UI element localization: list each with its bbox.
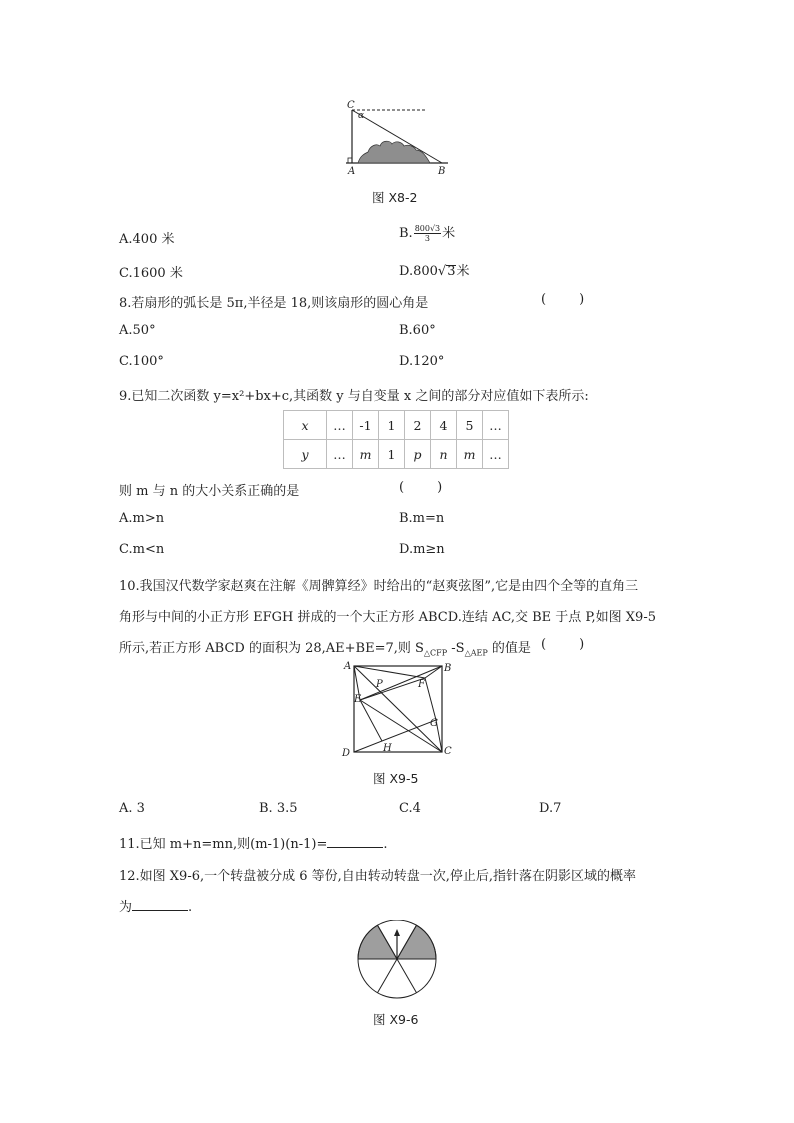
spinner-shaded-sector-right (397, 925, 436, 959)
q8-option-b: B.60° (399, 323, 436, 338)
figure-x9-6 (352, 920, 442, 1000)
figure-x8-2 (336, 96, 456, 178)
q10-option-a: A. 3 (119, 801, 145, 816)
table-cell: … (483, 440, 509, 469)
q10-line-1: 10.我国汉代数学家赵爽在注解《周髀算经》时给出的“赵爽弦图”,它是由四个全等的直角三 (119, 579, 639, 594)
q10-sub-cfp: △CFP (423, 648, 448, 658)
q12-line-2: 为 . (119, 900, 193, 915)
figure-x8-2-caption: 图 X8-2 (372, 190, 418, 205)
fig-x9-5-label-p: P (376, 679, 383, 690)
table-cell: m (457, 440, 483, 469)
q7-option-d-sqrt: 3 (447, 264, 456, 279)
q9-table-row-y (284, 440, 509, 469)
q9-option-a: A.m>n (119, 511, 165, 526)
q10-option-c: C.4 (399, 801, 421, 816)
q7-option-b-suffix: 米 (442, 226, 456, 241)
q7-option-b-numerator: 800√3 (414, 224, 441, 233)
table-cell: y (284, 440, 327, 469)
table-cell: … (327, 440, 353, 469)
q9-followup: 则 m 与 n 的大小关系正确的是 (119, 484, 300, 499)
q10-line-3 (119, 637, 531, 658)
q9-option-b: B.m=n (399, 511, 445, 526)
q10-option-b: B. 3.5 (259, 801, 298, 816)
q9-table-row-x (284, 411, 509, 440)
fig-x9-5-label-h: H (383, 743, 392, 754)
fig-x9-5-label-e: E (354, 694, 362, 705)
q7-option-b-fraction (414, 224, 441, 243)
q11-statement: 11.已知 m+n=mn,则(m-1)(n-1)= (119, 837, 328, 852)
q12-line-2-text: 为 (119, 900, 133, 915)
q8-option-a: A.50° (119, 323, 156, 338)
q8-bracket: ( ) (541, 292, 585, 307)
table-cell: 1 (379, 440, 405, 469)
fig-x8-2-label-a: A (348, 166, 356, 177)
q10-line-2: 角形与中间的小正方形 EFGH 拼成的一个大正方形 ABCD.连结 AC,交 BE 于点 P,如图 X9-5 (119, 610, 656, 625)
table-cell: 4 (431, 411, 457, 440)
q9-option-c: C.m<n (119, 542, 165, 557)
q10-bracket: ( ) (541, 637, 585, 652)
q11-text: 11.已知 m+n=mn,则(m-1)(n-1)= . (119, 837, 388, 852)
table-cell: m (353, 440, 379, 469)
q7-option-b-denominator: 3 (424, 234, 430, 243)
fig-x8-2-label-b: B (438, 166, 446, 177)
fig-x9-5-label-d: D (342, 748, 351, 759)
table-cell: … (327, 411, 353, 440)
q10-option-d: D.7 (539, 801, 562, 816)
fig-x9-5-label-c: C (444, 746, 452, 757)
q10-line-3-part-b: -S (447, 641, 465, 656)
table-cell: … (483, 411, 509, 440)
q9-value-table (283, 410, 509, 469)
q8-text: 8.若扇形的弧长是 5π,半径是 18,则该扇形的圆心角是 (119, 296, 429, 311)
q7-option-d: D.800√3米 (399, 264, 470, 279)
q10-sub-aep: △AEP (464, 648, 488, 658)
q10-line-3-part-c: 的值是 (487, 641, 531, 656)
q7-option-a: A.400 米 (119, 232, 175, 247)
q11-answer-blank[interactable] (327, 835, 383, 848)
q8-option-d: D.120° (399, 354, 445, 369)
q12-answer-blank[interactable] (132, 898, 188, 911)
q7-option-c: C.1600 米 (119, 266, 183, 281)
q9-text: 9.已知二次函数 y=x²+bx+c,其函数 y 与自变量 x 之间的部分对应值如下表所示: (119, 389, 589, 404)
q9-option-d: D.m≥n (399, 542, 445, 557)
figure-x9-5-caption: 图 X9-5 (373, 771, 419, 786)
fig-x9-5-label-a: A (344, 661, 352, 672)
figure-x9-6-caption: 图 X9-6 (373, 1012, 419, 1027)
q10-line-3-part-a: 所示,若正方形 ABCD 的面积为 28,AE+BE=7,则 S (119, 641, 424, 656)
fig-x9-5-label-g: G (430, 718, 438, 729)
q7-option-b-prefix: B. (399, 226, 413, 241)
q8-option-c: C.100° (119, 354, 164, 369)
fig-x8-2-label-c: C (347, 100, 355, 111)
q9-bracket: ( ) (399, 480, 443, 495)
fig-x9-5-label-b: B (444, 663, 452, 674)
table-cell: 1 (379, 411, 405, 440)
table-cell: n (431, 440, 457, 469)
table-cell: x (284, 411, 327, 440)
spinner-shaded-sector-left (358, 925, 397, 959)
q7-option-d-suffix: 米 (456, 264, 470, 279)
fig-x8-2-label-alpha: α (358, 111, 365, 121)
table-cell: 2 (405, 411, 431, 440)
fig-x9-5-label-f: F (418, 679, 425, 690)
q7-option-b (399, 222, 455, 243)
table-cell: 5 (457, 411, 483, 440)
table-cell: -1 (353, 411, 379, 440)
table-cell: p (405, 440, 431, 469)
q12-line-1: 12.如图 X9-6,一个转盘被分成 6 等份,自由转动转盘一次,停止后,指针落在阴影区域的概率 (119, 869, 637, 884)
figure-x9-5 (338, 658, 458, 762)
q7-option-d-prefix: D.800 (399, 264, 438, 279)
